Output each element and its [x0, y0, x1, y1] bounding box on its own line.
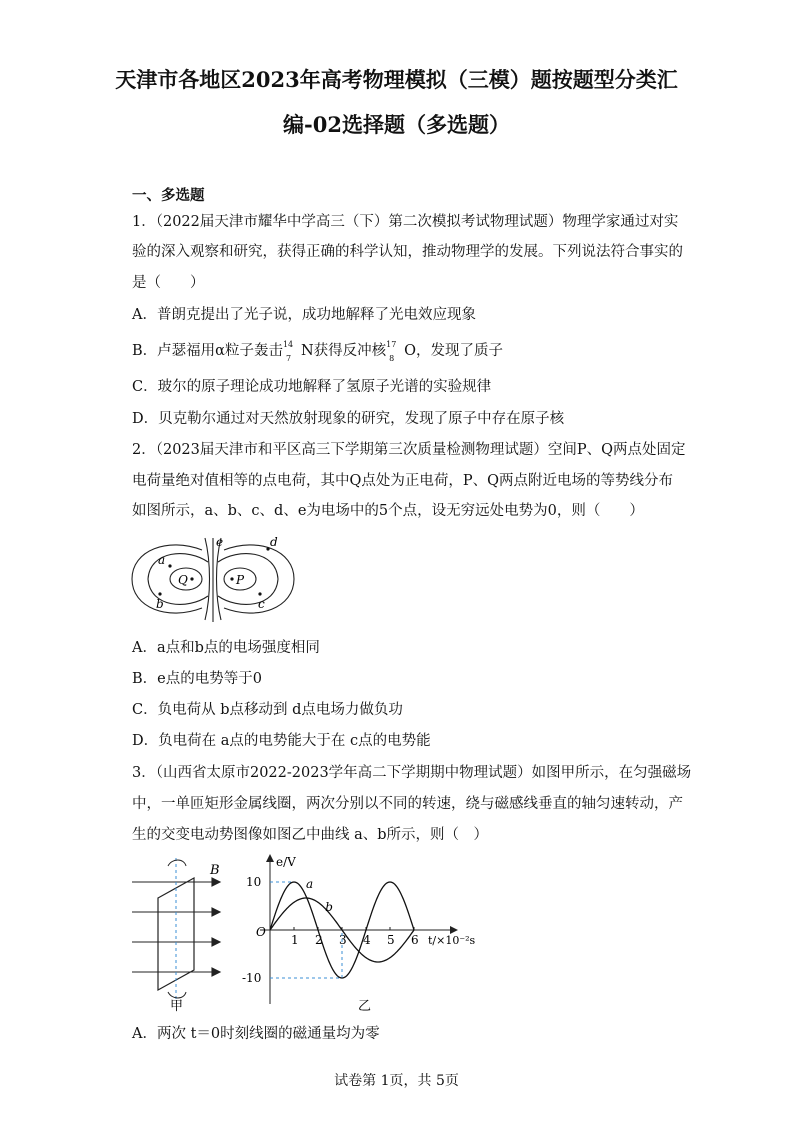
- q2-option-d: D．负电荷在 a点的电势能大于在 c点的电势能: [132, 733, 431, 749]
- equipotential-figure: [128, 532, 298, 624]
- document-title-line2: 编-02选择题（多选题）: [283, 112, 510, 137]
- oxygen-nuclide: [386, 340, 404, 363]
- q1-option-b-middle: 获得反冲核: [313, 343, 387, 359]
- q2-option-b: B．e点的电势等于0: [132, 671, 262, 687]
- field-arrow-4: [212, 968, 220, 976]
- rotation-arrow-bottom: [168, 992, 186, 998]
- y-axis-arrow: [266, 854, 274, 862]
- figure-yi-label: 乙: [358, 999, 372, 1014]
- x-tick-label: 5: [387, 933, 395, 947]
- q1-stem-line3: 是（ ）: [132, 275, 205, 291]
- center-line-2: [217, 538, 222, 620]
- figure-jia-label: 甲: [170, 999, 184, 1014]
- charge-q-dot: [190, 577, 193, 580]
- field-label-b: B: [210, 863, 220, 878]
- curve-label-b: b: [325, 900, 333, 915]
- label-b: b: [156, 597, 164, 611]
- point-b: [158, 592, 161, 595]
- field-arrow-3: [212, 938, 220, 946]
- label-q: Q: [178, 573, 188, 587]
- label-e: e: [216, 535, 224, 549]
- x-tick-label: 6: [411, 933, 419, 947]
- q2-option-c: C．负电荷从 b点移动到 d点电场力做负功: [132, 702, 403, 718]
- q1-stem-line1: 1．（2022届天津市耀华中学高三（下）第二次模拟考试物理试题）物理学家通过对实: [132, 214, 679, 230]
- oxygen-mass-number: 17: [386, 340, 397, 349]
- point-c: [258, 592, 261, 595]
- center-line-1: [205, 538, 210, 620]
- coil-in-magnetic-field-figure: [128, 852, 238, 1014]
- x-tick-label: 1: [291, 933, 299, 947]
- charge-p-dot: [230, 577, 233, 580]
- q1-option-d: D．贝克勒尔通过对天然放射现象的研究，发现了原子中存在原子核: [132, 411, 565, 427]
- q3-stem-line2: 中，一单匝矩形金属线圈，两次分别以不同的转速，绕与磁感线垂直的轴匀速转动，产: [132, 796, 683, 812]
- q3-stem-line1: 3．（山西省太原市2022-2023学年高二下学期期中物理试题）如图甲所示，在匀强磁场: [132, 765, 692, 781]
- q1-option-b: [132, 341, 503, 361]
- q1-option-b-prefix: B．卢瑟福用α粒子轰击: [132, 343, 283, 359]
- curve-label-a: a: [306, 877, 314, 891]
- emf-time-graph: [240, 852, 480, 1014]
- q1-stem-line2: 验的深入观察和研究，获得正确的科学认知，推动物理学的发展。下列说法符合事实的: [132, 244, 683, 260]
- x-axis-arrow: [450, 926, 458, 934]
- q3-stem-line3: 生的交变电动势图像如图乙中曲线 a、b所示，则（ ）: [132, 827, 489, 843]
- x-tick-label: 3: [339, 933, 347, 947]
- y-tick-label: -10: [242, 971, 262, 985]
- origin-label: O: [256, 925, 266, 939]
- q1-option-a: A．普朗克提出了光子说，成功地解释了光电效应现象: [132, 307, 476, 323]
- p-middle-equipotential: [218, 554, 278, 605]
- field-arrow-1: [212, 878, 220, 886]
- oxygen-charge-number: 8: [389, 354, 395, 363]
- x-tick-label: 4: [363, 933, 371, 947]
- label-d: d: [270, 535, 278, 549]
- nitrogen-symbol: N: [300, 343, 314, 359]
- point-a: [168, 564, 171, 567]
- nitrogen-mass-number: 14: [282, 340, 294, 349]
- oxygen-symbol: O: [404, 343, 417, 359]
- q3-option-a: A．两次 t＝0时刻线圈的磁通量均为零: [132, 1026, 380, 1042]
- page-footer: 试卷第 1页，共 5页: [334, 1073, 459, 1089]
- q1-option-c: C．玻尔的原子理论成功地解释了氢原子光谱的实验规律: [132, 379, 492, 395]
- y-tick-label: 10: [246, 875, 262, 889]
- label-p: P: [236, 573, 245, 587]
- y-axis-label: e/V: [276, 855, 296, 869]
- x-tick-label: 2: [315, 933, 323, 947]
- q2-stem-line2: 电荷量绝对值相等的点电荷，其中Q点处为正电荷，P、Q两点附近电场的等势线分布: [132, 473, 674, 489]
- q2-stem-line3: 如图所示，a、b、c、d、e为电场中的5个点，设无穷远处电势为0，则（ ）: [132, 503, 644, 519]
- x-axis-label: t/×10⁻²s: [428, 934, 476, 947]
- nitrogen-charge-number: 7: [285, 354, 292, 363]
- nitrogen-nuclide: [282, 340, 301, 363]
- q1-option-b-suffix: ，发现了质子: [416, 343, 504, 359]
- section-heading: 一、多选题: [132, 187, 205, 204]
- label-c: c: [258, 597, 265, 611]
- q2-option-a: A．a点和b点的电场强度相同: [132, 640, 320, 656]
- q2-stem-line1: 2．（2023届天津市和平区高三下学期第三次质量检测物理试题）空间P、Q两点处固定: [132, 442, 686, 458]
- field-arrow-2: [212, 908, 220, 916]
- rotation-arrow-top: [168, 860, 186, 866]
- label-a: a: [158, 553, 166, 567]
- document-title-line1: 天津市各地区2023年高考物理模拟（三模）题按题型分类汇: [115, 67, 678, 92]
